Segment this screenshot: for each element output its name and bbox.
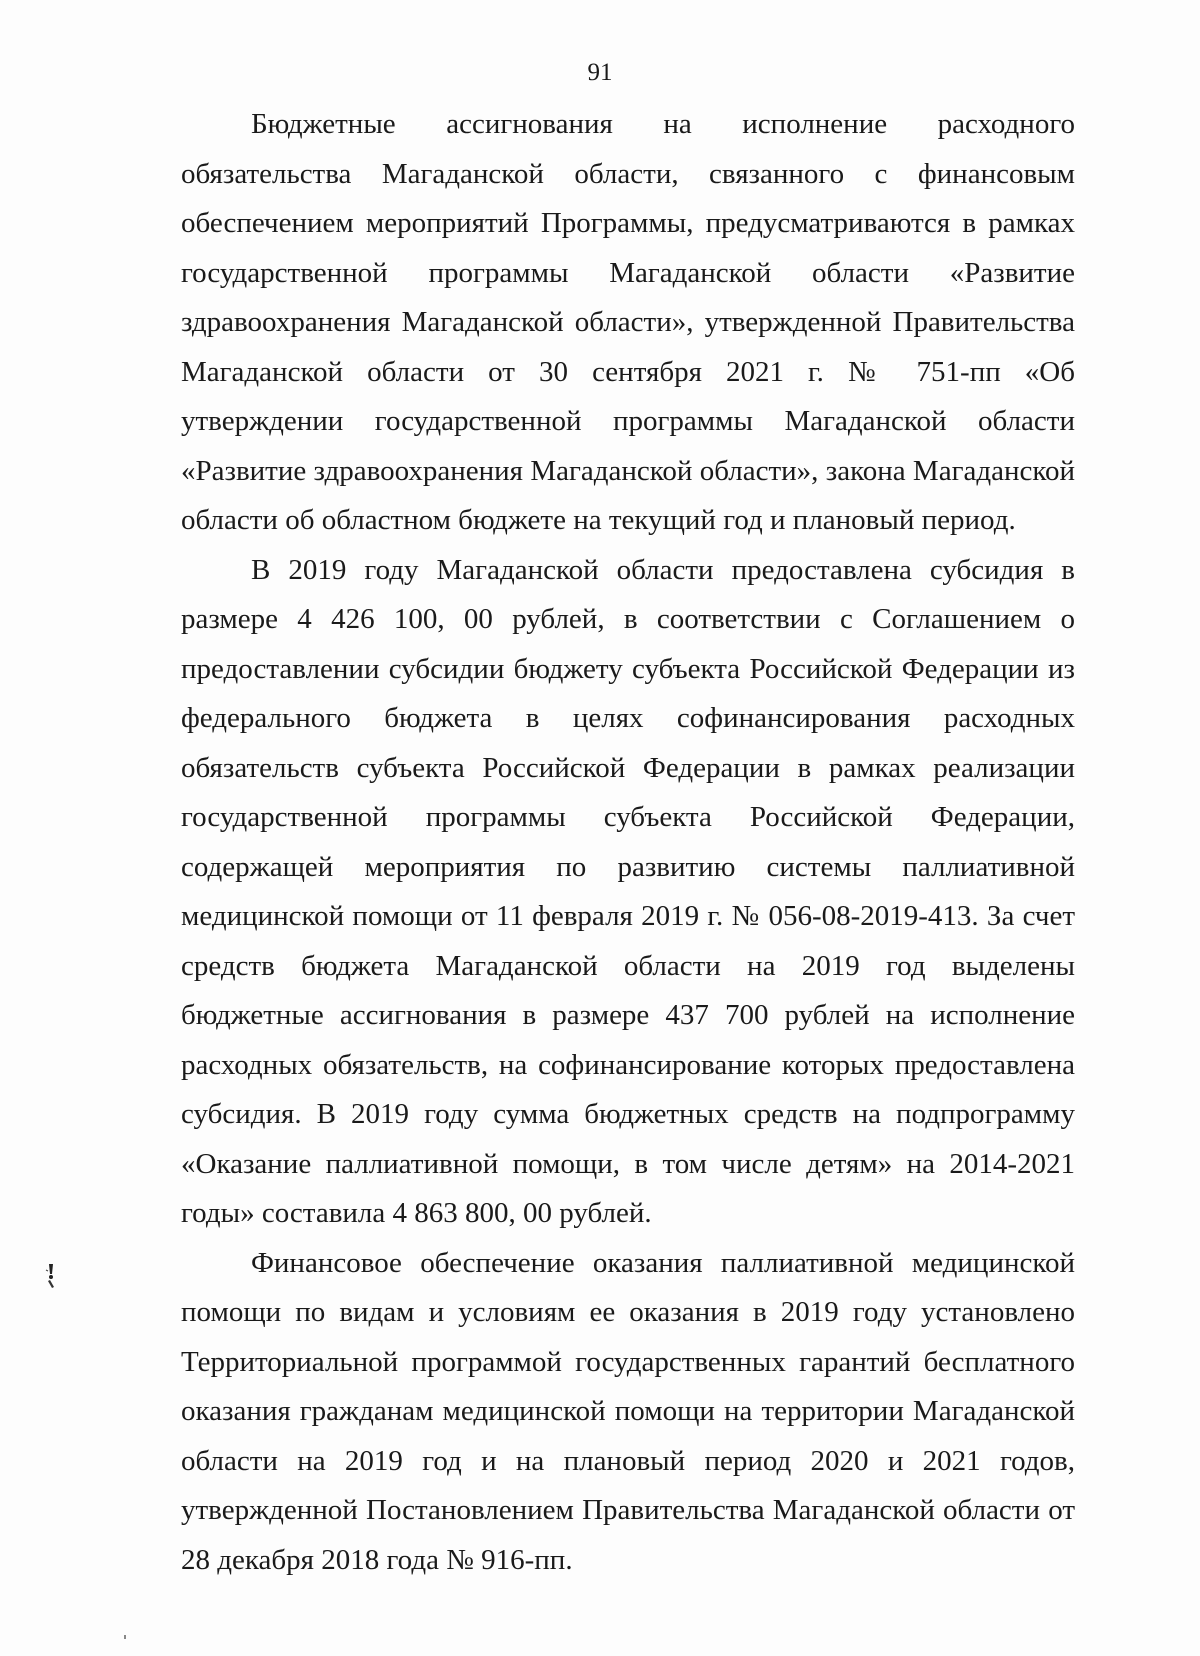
scan-speck — [124, 1635, 126, 1639]
paragraph-financial-support: Финансовое обеспечение оказания паллиативной медицинской помощи по видам и условиям ее оказания в 2019 году установлено Территориальной программой государственных гарантий бесплатного оказания гражданам медицинской помощи на территории Магаданской области на 2019 год и на плановый период 2020 и 2021 годов, утвержденной Постановлением Правительства Магаданской области от 28 декабря 2018 года № 916-пп. — [181, 1246, 1075, 1576]
document-body — [181, 100, 1075, 1585]
scan-mark-icon — [44, 1262, 58, 1292]
page-number: 91 — [587, 59, 613, 86]
paragraph-budget-allocations: Бюджетные ассигнования на исполнение расходного обязательства Магаданской области, связанного с финансовым обеспечением мероприятий Программы, предусматриваются в рамках государственной программы Магаданской области «Развитие здравоохранения Магаданской области», утвержденной Правительства Магаданской области от 30 сентября 2021 г. № 751-пп «Об утверждении государственной программы Магаданской области «Развитие здравоохранения Магаданской области», закона Магаданской области об областном бюджете на текущий год и плановый период. — [181, 108, 1075, 536]
paragraph-subsidy-2019: В 2019 году Магаданской области предоставлена субсидия в размере 4 426 100, 00 рублей, в соответствии с Соглашением о предоставлении субсидии бюджету субъекта Российской Федерации из федерального бюджета в целях софинансирования расходных обязательств субъекта Российской Федерации в рамках реализации государственной программы субъекта Российской Федерации, содержащей мероприятия по развитию системы паллиативной медицинской помощи от 11 февраля 2019 г. № 056-08-2019-413. За счет средств бюджета Магаданской области на 2019 год выделены бюджетные ассигнования в размере 437 700 рублей на исполнение расходных обязательств, на софинансирование которых предоставлена субсидия. В 2019 году сумма бюджетных средств на подпрограмму «Оказание паллиативной помощи, в том числе детям» на 2014-2021 годы» составила 4 863 800, 00 рублей. — [181, 553, 1075, 1229]
